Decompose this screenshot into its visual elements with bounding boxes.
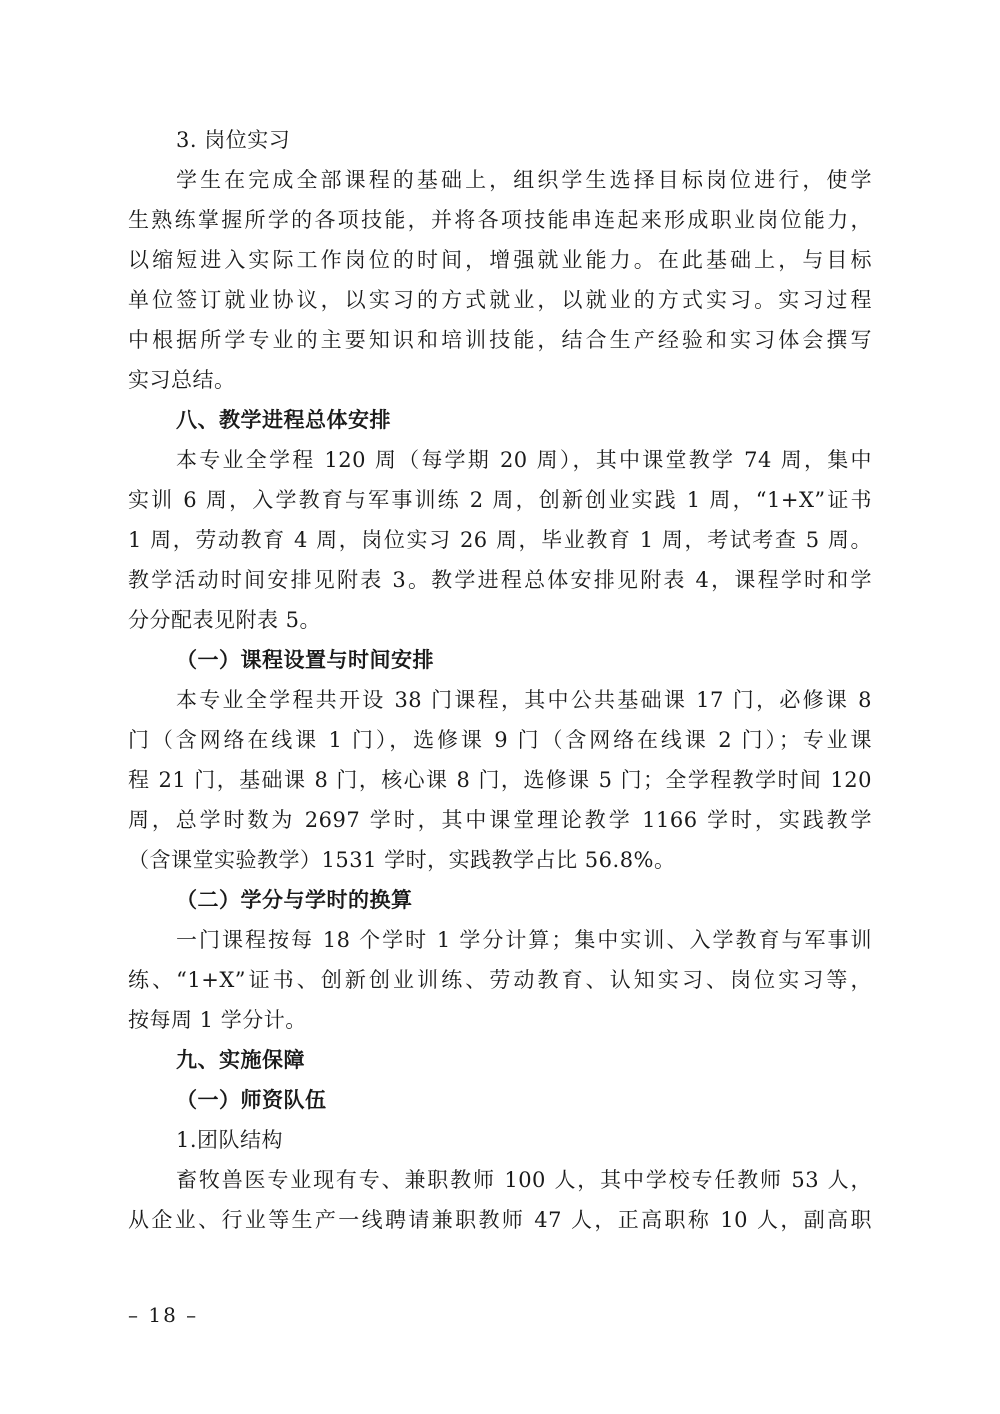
paragraph-line: 1 周，劳动教育 4 周，岗位实习 26 周，毕业教育 1 周，考试考查 5 周。 (128, 528, 872, 552)
page-body (128, 120, 872, 1240)
paragraph-line: 中根据所学专业的主要知识和培训技能，结合生产经验和实习体会撰写 (128, 328, 872, 352)
section-3-title: 3. 岗位实习 (176, 128, 291, 152)
paragraph-line: 门（含网络在线课 1 门），选修课 9 门（含网络在线课 2 门）；专业课 (128, 728, 872, 752)
chapter-8-heading: 八、教学进程总体安排 (176, 408, 391, 432)
paragraph-line: 畜牧兽医专业现有专、兼职教师 100 人，其中学校专任教师 53 人， (176, 1168, 872, 1192)
paragraph-line: 练、“1+X”证书、创新创业训练、劳动教育、认知实习、岗位实习等， (128, 968, 872, 992)
chapter-9-heading: 九、实施保障 (176, 1048, 305, 1072)
paragraph-line: 单位签订就业协议，以实习的方式就业，以就业的方式实习。实习过程 (128, 288, 872, 312)
paragraph-line: 以缩短进入实际工作岗位的时间，增强就业能力。在此基础上，与目标 (128, 248, 872, 272)
paragraph-line: 本专业全学程 120 周（每学期 20 周），其中课堂教学 74 周，集中 (176, 448, 872, 472)
paragraph-line: 从企业、行业等生产一线聘请兼职教师 47 人，正高职称 10 人，副高职 (128, 1208, 872, 1232)
paragraph-line: 程 21 门，基础课 8 门，核心课 8 门，选修课 5 门；全学程教学时间 120 (128, 768, 872, 792)
paragraph-line: 教学活动时间安排见附表 3。教学进程总体安排见附表 4，课程学时和学 (128, 568, 872, 592)
paragraph-line: 按每周 1 学分计。 (128, 1008, 307, 1032)
chapter-9-sub1-heading: （一）师资队伍 (176, 1088, 327, 1112)
paragraph-line: 周，总学时数为 2697 学时，其中课堂理论教学 1166 学时，实践教学 (128, 808, 872, 832)
chapter-8-sub2-heading: （二）学分与学时的换算 (176, 888, 413, 912)
paragraph-line: 分分配表见附表 5。 (128, 608, 322, 632)
paragraph-line: 实习总结。 (128, 368, 236, 392)
chapter-9-item1-title: 1.团队结构 (176, 1128, 284, 1152)
paragraph-line: 学生在完成全部课程的基础上，组织学生选择目标岗位进行，使学 (176, 168, 872, 192)
paragraph-line: 一门课程按每 18 个学时 1 学分计算；集中实训、入学教育与军事训 (176, 928, 872, 952)
paragraph-line: 生熟练掌握所学的各项技能，并将各项技能串连起来形成职业岗位能力， (128, 208, 872, 232)
paragraph-line: 实训 6 周，入学教育与军事训练 2 周，创新创业实践 1 周，“1+X”证书 (128, 488, 872, 512)
paragraph-line: 本专业全学程共开设 38 门课程，其中公共基础课 17 门，必修课 8 (176, 688, 872, 712)
paragraph-line: （含课堂实验教学）1531 学时，实践教学占比 56.8%。 (128, 848, 676, 872)
page-number: – 18 – (128, 1303, 199, 1327)
chapter-8-sub1-heading: （一）课程设置与时间安排 (176, 648, 434, 672)
